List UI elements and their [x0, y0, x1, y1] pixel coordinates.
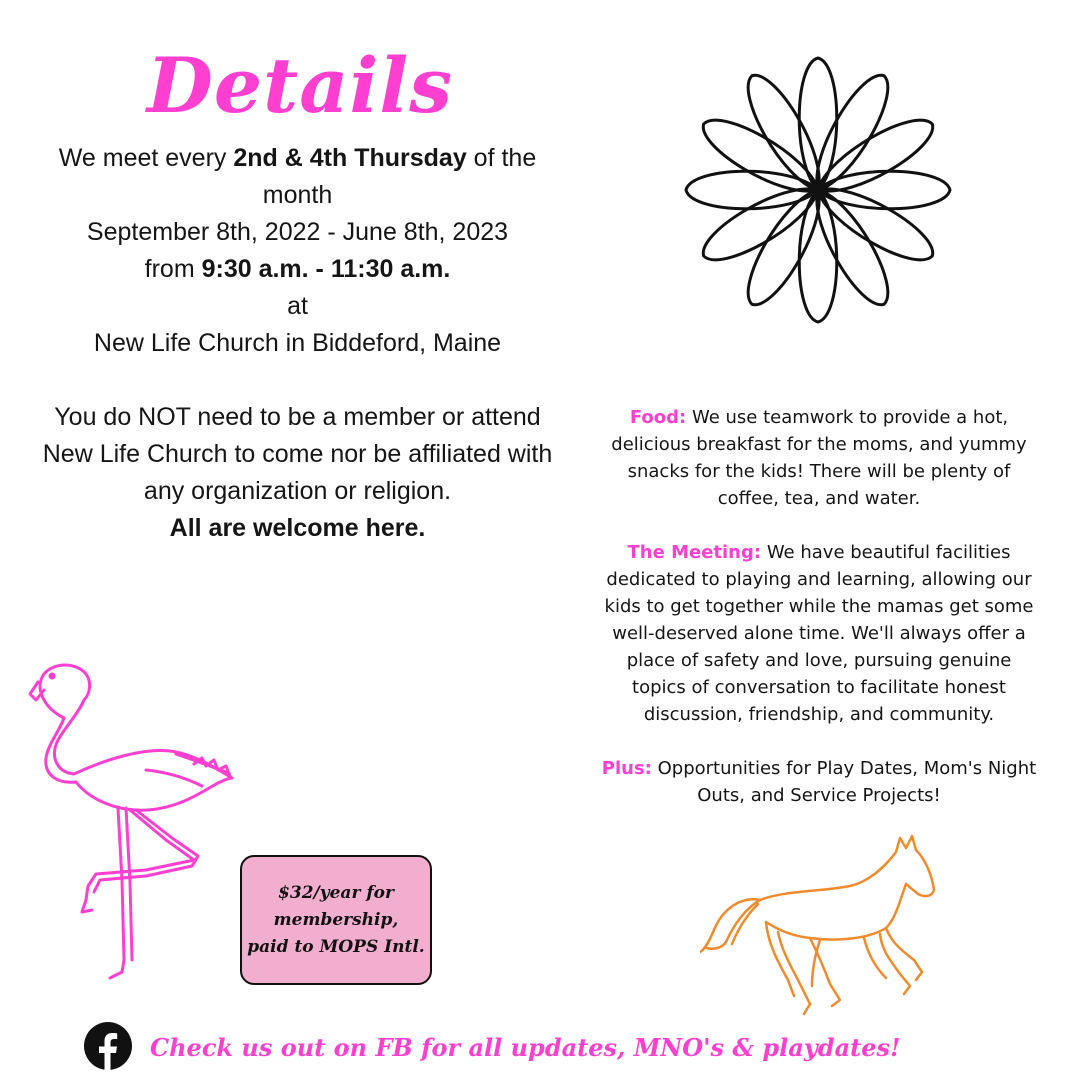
facebook-callout: Check us out on FB for all updates, MNO's & playdates!: [150, 1033, 901, 1062]
meeting-line-3: kids to get together while the mamas get some: [604, 596, 1034, 617]
food-text: We use teamwork to provide a hot,: [686, 407, 1009, 428]
food-line-2: delicious breakfast for the moms, and yummy: [611, 434, 1027, 455]
food-label: Food:: [629, 407, 687, 428]
page-title: Details: [146, 41, 454, 130]
info-text: [580, 404, 1058, 809]
details-text: [10, 140, 585, 547]
meeting-label: The Meeting:: [627, 542, 762, 563]
facebook-icon[interactable]: [84, 1022, 132, 1070]
price-line-2: membership,: [273, 909, 399, 930]
flower-petal: [802, 181, 900, 314]
flower-petal: [809, 174, 942, 272]
food-line-1: [580, 404, 1058, 431]
price-line-1: $32/year for: [278, 882, 394, 903]
plus-label: Plus:: [601, 758, 652, 779]
horse-icon: [700, 834, 940, 1019]
plus-line-1: [580, 755, 1058, 782]
meeting-line-2: dedicated to playing and learning, allowing our: [606, 569, 1032, 590]
note-line-2: New Life Church to come nor be affiliated with: [42, 440, 553, 468]
price-line-3: paid to MOPS Intl.: [247, 936, 425, 957]
location: New Life Church in Biddeford, Maine: [93, 329, 502, 357]
food-line-4: coffee, tea, and water.: [717, 488, 921, 509]
schedule-text-end: of the: [466, 144, 537, 172]
time-line: [10, 251, 585, 288]
schedule-month: month: [262, 181, 333, 209]
schedule-text: We meet every: [58, 144, 234, 172]
food-line-3: snacks for the kids! There will be plenty of: [627, 461, 1011, 482]
meeting-line-5: place of safety and love, pursuing genuine: [626, 650, 1012, 671]
meeting-line-6: topics of conversation to facilitate honest: [632, 677, 1006, 698]
time-prefix: from: [144, 255, 202, 283]
note-line-1: You do NOT need to be a member or attend: [54, 403, 541, 431]
flamingo-icon: [26, 660, 241, 980]
schedule-days: 2nd & 4th Thursday: [233, 144, 467, 172]
flower-icon: [682, 54, 954, 326]
flower-petal: [694, 108, 827, 206]
meeting-line-1: [580, 539, 1058, 566]
plus-text: Opportunities for Play Dates, Mom's Night: [651, 758, 1037, 779]
membership-price-box: [240, 855, 432, 985]
plus-line-2: Outs, and Service Projects!: [697, 785, 941, 806]
flower-petal: [736, 66, 834, 199]
meeting-line-7: discussion, friendship, and community.: [643, 704, 995, 725]
meeting-schedule-line: [10, 140, 585, 177]
meeting-text: We have beautiful facilities: [761, 542, 1011, 563]
welcome-line: All are welcome here.: [169, 514, 426, 542]
flower-petal: [694, 174, 827, 272]
meeting-line-4: well-deserved alone time. We'll always offer a: [612, 623, 1026, 644]
note-line-3: any organization or religion.: [143, 477, 452, 505]
date-range: September 8th, 2022 - June 8th, 2023: [86, 218, 509, 246]
flower-petal: [802, 66, 900, 199]
time-range: 9:30 a.m. - 11:30 a.m.: [201, 255, 451, 283]
flower-petal: [809, 108, 942, 206]
at-line: at: [287, 292, 308, 320]
flower-petal: [736, 181, 834, 314]
